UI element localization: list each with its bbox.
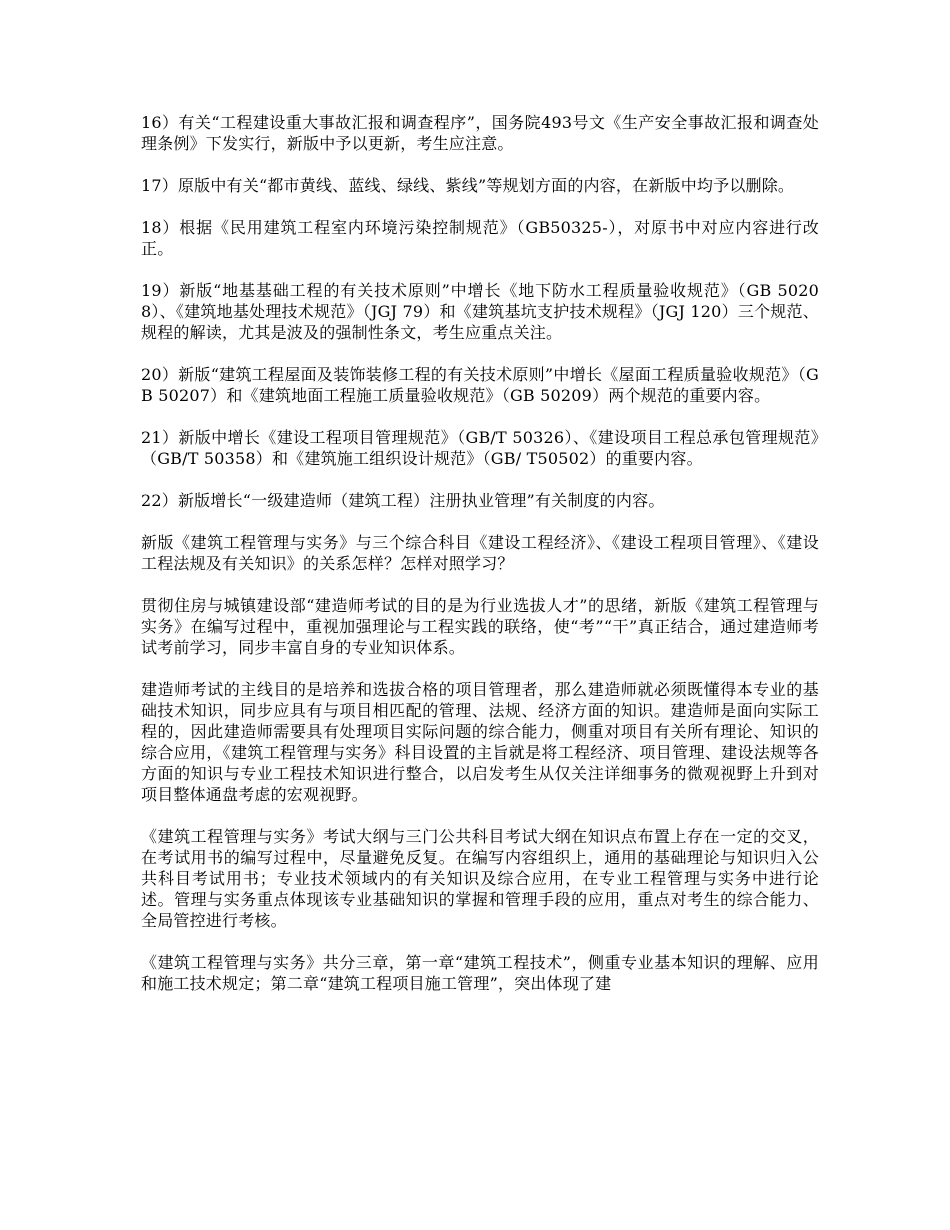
answer-paragraph-1: 贯彻住房与城镇建设部“建造师考试的目的是为行业选拔人才”的思绪，新版《建筑工程管理与实务》在编写过程中，重视加强理论与工程实践的联络，使“考”“干”真正结合，通过建造师考试考前学习，同步丰富自身的专业知识体系。 [141, 596, 819, 657]
paragraph-16: 16）有关“工程建设重大事故汇报和调查程序”，国务院493号文《生产安全事故汇报和调查处理条例》下发实行，新版中予以更新，考生应注意。 [141, 113, 819, 153]
answer-paragraph-2: 建造师考试的主线目的是培养和选拔合格的项目管理者，那么建造师就必须既懂得本专业的基础技术知识，同步应具有与项目相匹配的管理、法规、经济方面的知识。建造师是面向实际工程的，因此建造师需要具有处理项目实际问题的综合能力，侧重对项目有关所有理论、知识的综合应用，《建筑工程管理与实务》科目设置的主旨就是将工程经济、项目管理、建设法规等各方面的知识与专业工程技术知识进行整合，以启发考生从仅关注详细事务的微观视野上升到对项目整体通盘考虑的宏观视野。 [141, 680, 819, 804]
question-paragraph: 新版《建筑工程管理与实务》与三个综合科目《建设工程经济》、《建设工程项目管理》、《建设工程法规及有关知识》的关系怎样？怎样对照学习？ [141, 533, 819, 573]
answer-paragraph-4: 《建筑工程管理与实务》共分三章，第一章“建筑工程技术”，侧重专业基本知识的理解、应用和施工技术规定；第二章“建筑工程项目施工管理”，突出体现了建 [141, 953, 819, 993]
paragraph-20: 20）新版“建筑工程屋面及装饰装修工程的有关技术原则”中增长《屋面工程质量验收规范》（GB 50207）和《建筑地面工程施工质量验收规范》（GB 50209）两个规范的重要内容。 [141, 365, 819, 405]
paragraph-18: 18）根据《民用建筑工程室内环境污染控制规范》（GB50325-），对原书中对应内容进行改正。 [141, 218, 819, 258]
paragraph-17: 17）原版中有关“都市黄线、蓝线、绿线、紫线”等规划方面的内容，在新版中均予以删除。 [141, 176, 795, 195]
answer-paragraph-3: 《建筑工程管理与实务》考试大纲与三门公共科目考试大纲在知识点布置上存在一定的交叉，在考试用书的编写过程中，尽量避免反复。在编写内容组织上，通用的基础理论与知识归入公共科目考试用书；专业技术领域内的有关知识及综合应用，在专业工程管理与实务中进行论述。管理与实务重点体现该专业基础知识的掌握和管理手段的应用，重点对考生的综合能力、全局管控进行考核。 [141, 827, 819, 930]
paragraph-21: 21）新版中增长《建设工程项目管理规范》（GB/T 50326）、《建设项目工程总承包管理规范》（GB/T 50358）和《建筑施工组织设计规范》（GB/ T50502）的重要内容。 [141, 428, 819, 468]
paragraph-19: 19）新版“地基基础工程的有关技术原则”中增长《地下防水工程质量验收规范》（GB 50208）、《建筑地基处理技术规范》（JGJ 79）和《建筑基坑支护技术规程》（JGJ 120）三个规范、规程的解读，尤其是波及的强制性条文，考生应重点关注。 [141, 281, 819, 342]
paragraph-22: 22）新版增长“一级建造师（建筑工程）注册执业管理”有关制度的内容。 [141, 491, 665, 510]
document-body [141, 112, 819, 1014]
